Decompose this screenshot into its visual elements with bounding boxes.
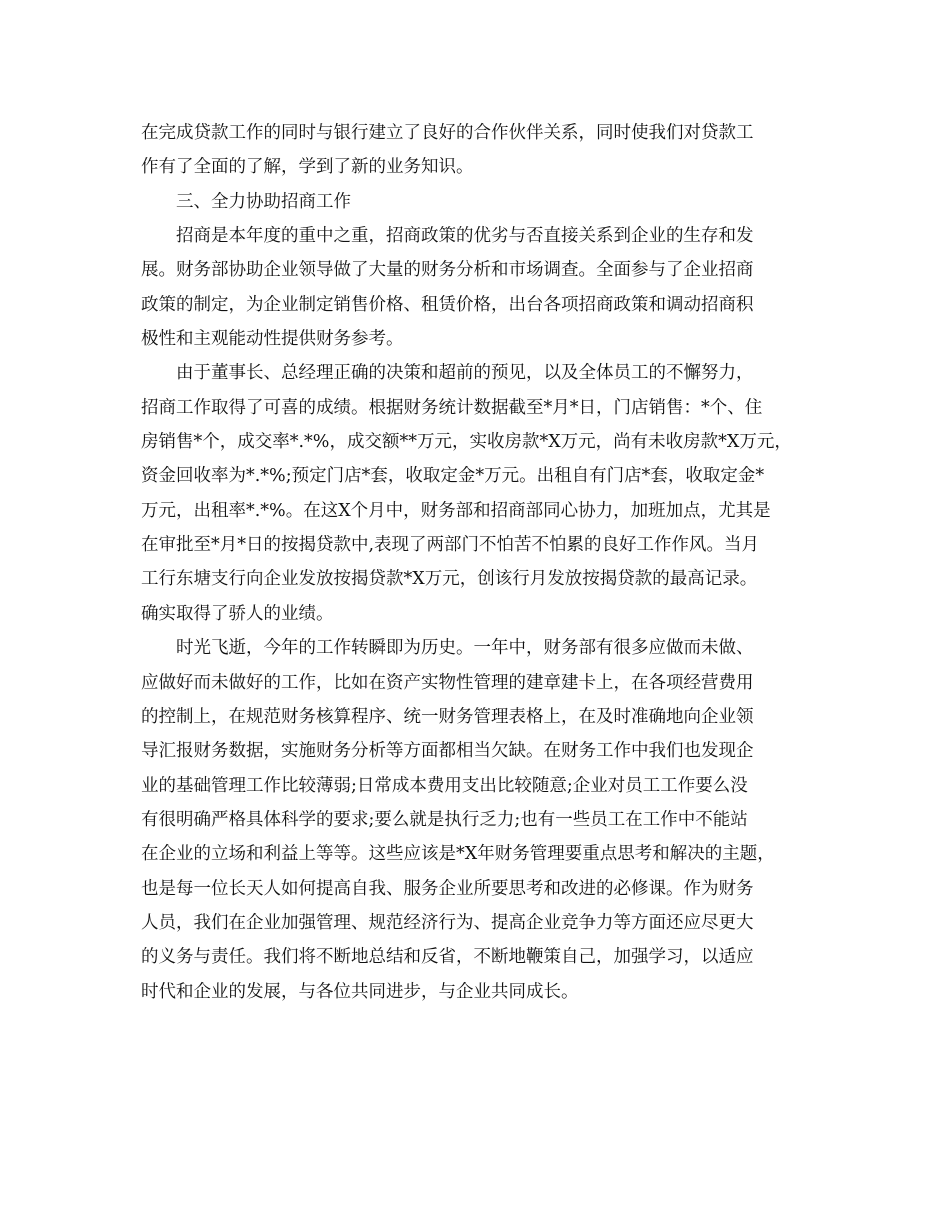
- text-line: 房销售*个，成交率*.*%，成交额**万元，实收房款*X万元，尚有未收房款*X万元，: [141, 432, 792, 453]
- text-line: 由于董事长、总经理正确的决策和超前的预见，以及全体员工的不懈努力，: [176, 363, 754, 384]
- text-line: 有很明确严格具体科学的要求;要么就是执行乏力;也有一些员工在工作中不能站: [141, 809, 748, 830]
- text-line: 万元，出租率*.*%。在这X个月中，财务部和招商部同心协力，加班加点，尤其是: [141, 500, 771, 521]
- text-line: 确实取得了骄人的业绩。: [141, 603, 334, 624]
- document-body: [141, 116, 831, 1009]
- text-line: 展。财务部协助企业领导做了大量的财务分析和市场调查。全面参与了企业招商: [141, 260, 754, 281]
- text-line: 在审批至*月*日的按揭贷款中,表现了两部门不怕苦不怕累的良好工作作风。当月: [141, 535, 760, 556]
- text-line: 的控制上，在规范财务核算程序、统一财务管理表格上，在及时准确地向企业领: [141, 706, 754, 727]
- text-line: 业的基础管理工作比较薄弱;日常成本费用支出比较随意;企业对员工工作要么没: [141, 775, 748, 796]
- text-line: 三、全力协助招商工作: [176, 191, 351, 212]
- text-line: 资金回收率为*.*%;预定门店*套，收取定金*万元。出租自有门店*套，收取定金*: [141, 466, 765, 487]
- text-line: 作有了全面的了解，学到了新的业务知识。: [141, 157, 474, 178]
- text-line: 应做好而未做好的工作，比如在资产实物性管理的建章建卡上，在各项经营费用: [141, 672, 754, 693]
- text-line: 的义务与责任。我们将不断地总结和反省，不断地鞭策自己，加强学习，以适应: [141, 947, 754, 968]
- text-line: 时光飞逝，今年的工作转瞬即为历史。一年中，财务部有很多应做而未做、: [176, 638, 754, 659]
- text-line: 招商是本年度的重中之重，招商政策的优劣与否直接关系到企业的生存和发: [176, 226, 754, 247]
- text-line: 时代和企业的发展，与各位共同进步，与企业共同成长。: [141, 981, 579, 1002]
- text-line: 政策的制定，为企业制定销售价格、租赁价格，出台各项招商政策和调动招商积: [141, 294, 754, 315]
- text-line: 极性和主观能动性提供财务参考。: [141, 329, 404, 350]
- text-line: 在企业的立场和利益上等等。这些应该是*X年财务管理要重点思考和解决的主题，: [141, 844, 775, 865]
- text-line: 在完成贷款工作的同时与银行建立了良好的合作伙伴关系，同时使我们对贷款工: [141, 123, 754, 143]
- text-line: 导汇报财务数据，实施财务分析等方面都相当欠缺。在财务工作中我们也发现企: [141, 741, 754, 762]
- text-line: 招商工作取得了可喜的成绩。根据财务统计数据截至*月*日，门店销售：*个、住: [141, 397, 763, 418]
- text-line: 工行东塘支行向企业发放按揭贷款*X万元，创该行月发放按揭贷款的最高记录。: [141, 569, 758, 590]
- text-line: 人员，我们在企业加强管理、规范经济行为、提高企业竞争力等方面还应尽更大: [141, 912, 754, 933]
- text-line: 也是每一位长天人如何提高自我、服务企业所要思考和改进的必修课。作为财务: [141, 878, 754, 899]
